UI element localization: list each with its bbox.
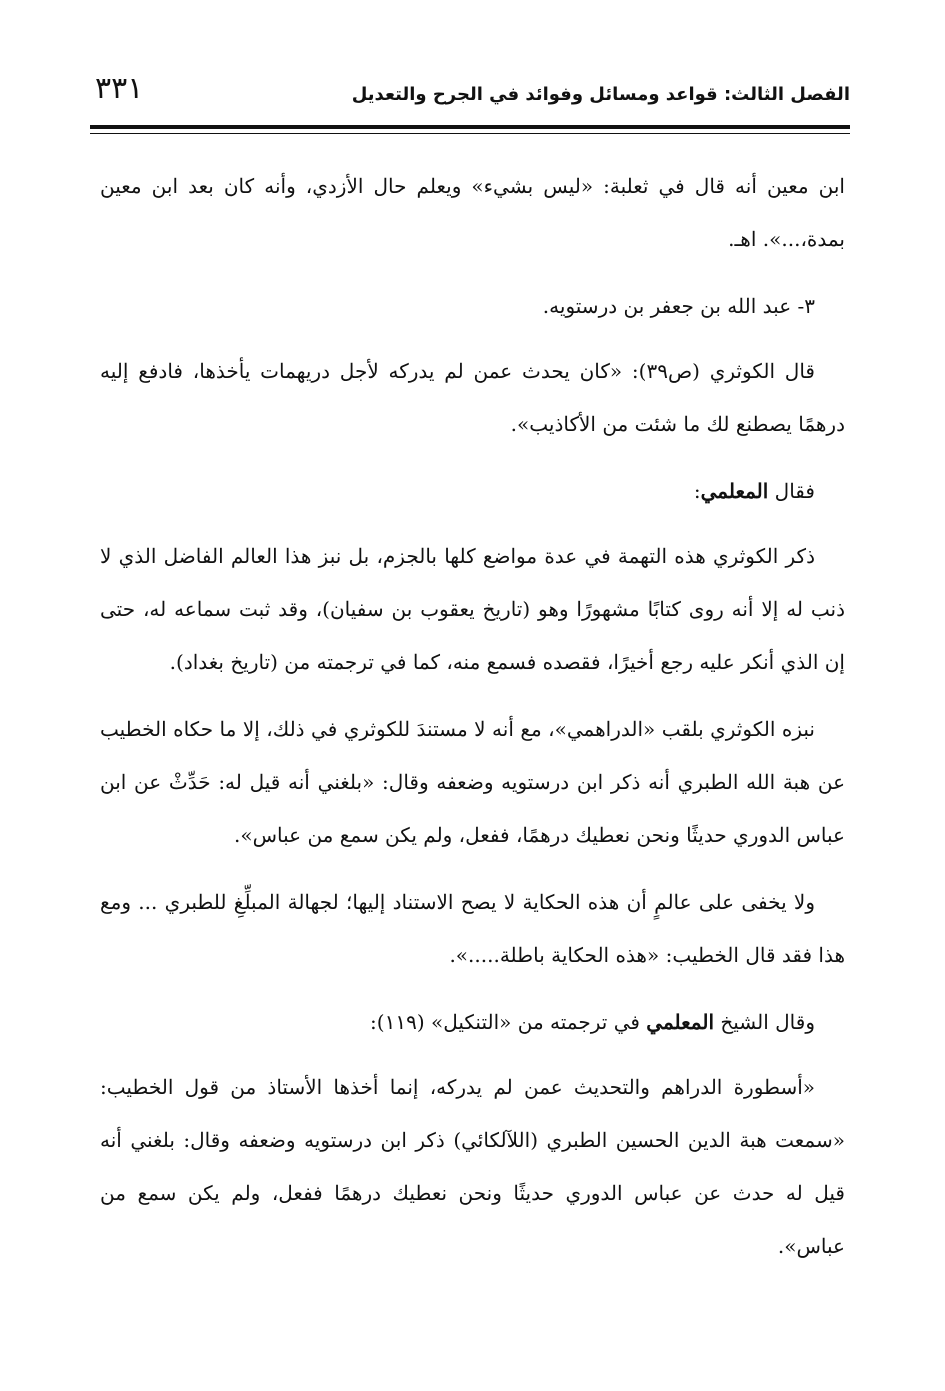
paragraph: ابن معين أنه قال في ثعلبة: «ليس بشيء» ويعلم حال الأزدي، وأنه كان بعد ابن معين بمدة،...». اهـ. <box>100 174 845 251</box>
paragraph: ذكر الكوثري هذه التهمة في عدة مواضع كلها بالجزم، بل نبز هذا العالم الفاضل الذي لا ذنب له إلا أنه روى كتابًا مشهورًا وهو (تاريخ يعقوب بن سفيان)، وقد ثبت سماعه له، حتى إن الذي أنكر عليه رجع أخيرًا، فقصده فسمع منه، كما في ترجمته من (تاريخ بغداد). <box>100 544 845 674</box>
attribution-suffix: في ترجمته من «التنكيل» (١١٩): <box>370 1010 647 1034</box>
attribution-prefix: وقال الشيخ <box>714 1010 815 1034</box>
paragraph: «أسطورة الدراهم والتحديث عمن لم يدركه، إنما أخذها الأستاذ من قول الخطيب: «سمعت هبة الدين الحسين الطبري (اللآلكائي) ذكر ابن درستويه وضعفه وقال: بلغني أنه قيل له حدث عن عباس الدوري حديثًا ونحن نعطيك درهمًا ففعل، ولم يكن سمع من عباس». <box>100 1075 845 1258</box>
attribution-prefix: فقال <box>768 479 815 503</box>
section-heading: ٣- عبد الله بن جعفر بن درستويه. <box>542 294 815 318</box>
header-rule-thick <box>90 125 850 129</box>
paragraph: نبزه الكوثري بلقب «الدراهمي»، مع أنه لا مستندَ للكوثري في ذلك، إلا ما حكاه الخطيب عن هبة الله الطبري أنه ذكر ابن درستويه وضعفه وقال: «بلغني أنه قيل له: حَدِّثْ عن ابن عباس الدوري حديثًا ونحن نعطيك درهمًا، ففعل، ولم يكن سمع من عباس». <box>100 717 845 847</box>
body-text <box>100 160 845 1287</box>
running-header-title: الفصل الثالث: قواعد ومسائل وفوائد في الجرح والتعديل <box>351 84 850 105</box>
paragraph: قال الكوثري (ص٣٩): «كان يحدث عمن لم يدركه لأجل دريهمات يأخذها، فادفع إليه درهمًا يصطنع لك ما شئت من الأكاذيب». <box>100 359 845 436</box>
attribution-suffix: : <box>693 479 701 503</box>
author-name: المعلمي <box>646 1010 714 1034</box>
attribution-line <box>100 465 845 518</box>
header-rule-thin <box>90 133 850 134</box>
attribution-line <box>100 996 845 1049</box>
author-name: المعلمي <box>700 479 769 503</box>
page-number: ٣٣١ <box>95 71 144 106</box>
page-header <box>95 71 850 114</box>
paragraph: ولا يخفى على عالمٍ أن هذه الحكاية لا يصح الاستناد إليها؛ لجهالة المبلِّغِ للطبري ... ومع هذا فقد قال الخطيب: «هذه الحكاية باطلة.....». <box>100 890 845 967</box>
